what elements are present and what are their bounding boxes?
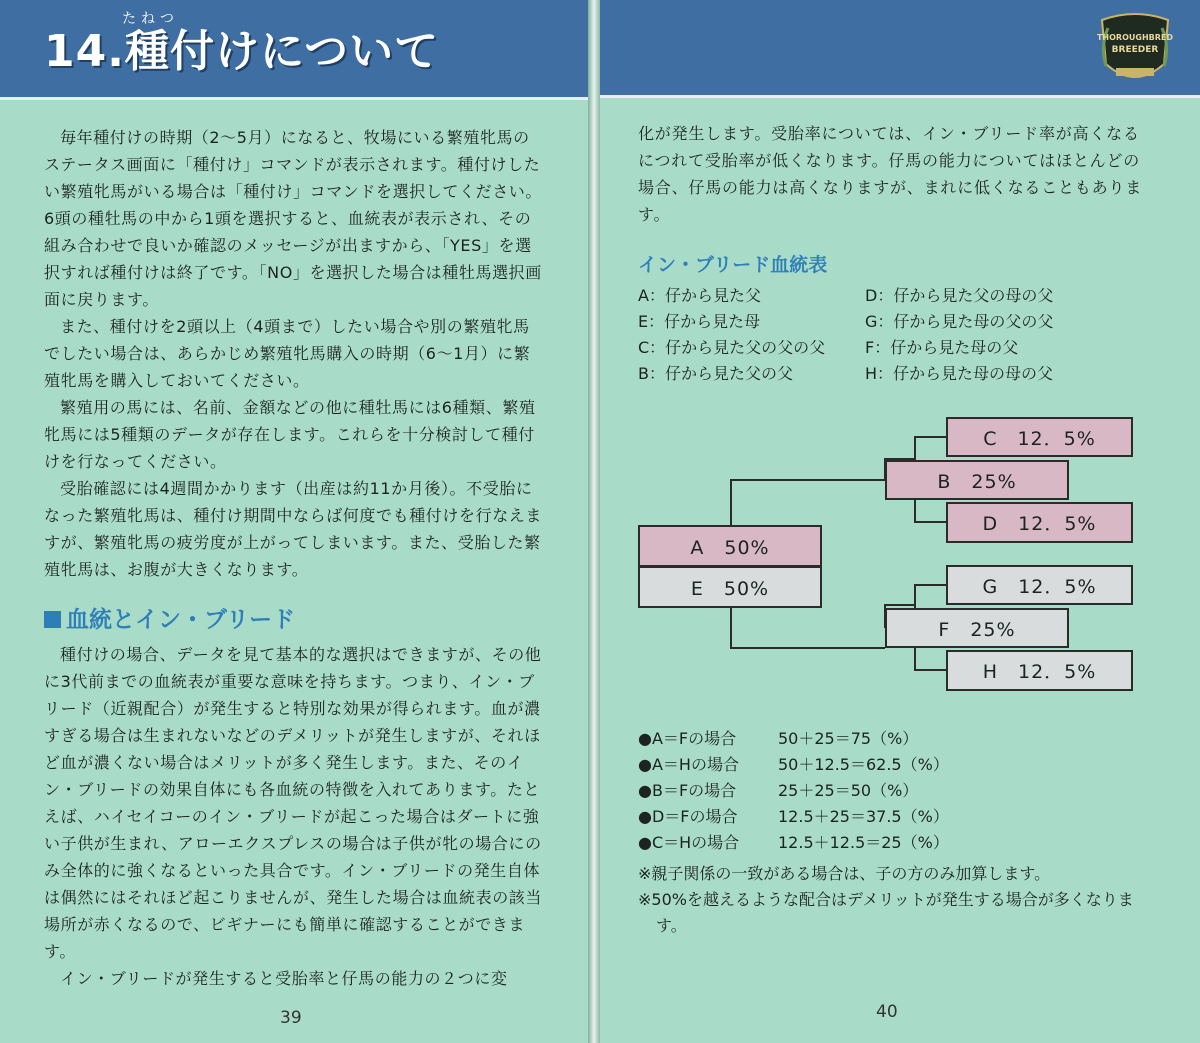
continued-body (638, 120, 1148, 228)
legend-item: D：仔から見た父の母の父 (865, 286, 1054, 305)
formula-expression: 25＋25＝50（%） (778, 781, 919, 800)
pedigree-box-f: F 25% (885, 608, 1069, 648)
paragraph: 受胎確認には4週間かかります（出産は約11か月後）。不受胎になった繁殖牝馬は、種付け期間中ならば何度でも種付けを行なえますが、繁殖牝馬の疲労度が上がってしまいます。また、受胎した繁殖牝馬は、お腹が大きくなります。 (44, 479, 543, 579)
formula-row (638, 778, 949, 804)
formula-row (638, 830, 949, 856)
right-page (600, 0, 1200, 1043)
square-bullet-icon (44, 611, 61, 628)
formula-expression: 50＋12.5＝62.5（%） (778, 755, 949, 774)
header-divider (600, 95, 1200, 98)
pedigree-table-title: イン・ブリード血統表 (638, 254, 828, 276)
pedigree-box-b: B 25% (885, 460, 1069, 500)
legend-item: F：仔から見た母の父 (865, 338, 1019, 357)
pedigree-box-a: A 50% (638, 525, 822, 567)
paragraph: 化が発生します。受胎率については、イン・ブリード率が高くなるにつれて受胎率が低くなります。仔馬の能力についてはほとんどの場合、仔馬の能力は高くなりますが、まれに低くなることもあります。 (638, 124, 1143, 224)
legend-item: E：仔から見た母 (638, 312, 761, 331)
title-ruby: たねつ (122, 11, 179, 27)
formula-label: ●D＝Fの場合 (638, 807, 738, 826)
paragraph: 繁殖用の馬には、名前、金額などの他に種牡馬には6種類、繁殖牝馬には5種類のデータが存在します。これらを十分検討して種付けを行なってください。 (44, 398, 536, 471)
page-number: 40 (876, 1002, 898, 1022)
legend-item: B：仔から見た父の父 (638, 364, 793, 383)
pedigree-box-c: C 12．5% (946, 417, 1133, 457)
pedigree-box-e: E 50% (638, 566, 822, 608)
legend-item: C：仔から見た父の父の父 (638, 338, 826, 357)
formula-label: ●A＝Fの場合 (638, 729, 737, 748)
page-number: 39 (280, 1008, 302, 1028)
formula-label: ●C＝Hの場合 (638, 833, 740, 852)
header-divider (0, 97, 588, 100)
section-heading-text: 血統とイン・ブリード (66, 607, 296, 633)
legend-right (865, 283, 1053, 387)
formula-label: ●B＝Fの場合 (638, 781, 737, 800)
formula-expression: 12.5＋25＝37.5（%） (778, 807, 949, 826)
legend-item: A：仔から見た父 (638, 286, 761, 305)
pedigree-box-h: H 12．5% (946, 650, 1133, 691)
note: ※親子関係の一致がある場合は、子の方のみ加算します。 (638, 864, 1051, 883)
paragraph: 毎年種付けの時期（2〜5月）になると、牧場にいる繁殖牝馬のステータス画面に「種付け」コマンドが表示されます。種付けしたい繁殖牝馬がいる場合は「種付け」コマンドを選択してください。6頭の種牡馬の中から1頭を選択すると、血統表が表示され、その組み合わせで良いか確認のメッセージが出ますから、「YES」を選択すれば種付けは終了です。「NO」を選択した場合は種牡馬選択画面に戻ります。 (44, 128, 543, 309)
logo-text-line: THOROUGHBRED (1096, 33, 1174, 42)
book-gutter (588, 0, 600, 1043)
pedigree-box-g: G 12．5% (946, 565, 1133, 605)
note: ※50%を越えるような配合はデメリットが発生する場合が多くなります。 (638, 890, 1134, 935)
formula-expression: 50＋25＝75（%） (778, 729, 919, 748)
paragraph: 種付けの場合、データを見て基本的な選択はできますが、その他に3代前までの血統表が重要な意味を持ちます。つまり、イン・ブリード（近親配合）が発生すると特別な効果が得られます。血が濃すぎる場合は生まれないなどのデメリットが発生しますが、それほど血が濃くない場合はメリットが多く発生します。また、そのイン・ブリードの効果自体にも各血統の特徴を入れてあります。たとえば、ハイセイコーのイン・ブリードが起こった場合はダートに強い子供が生まれ、アローエクスプレスの場合は子供が牝の場合にのみ全体的に強くなるといった具合です。イン・ブリードの発生自体は偶然にはそれほど起こりませんが、発生した場合は血統表の該当場所が赤くなるので、ビギナーにも簡単に確認することができます。 (44, 645, 543, 961)
notes (638, 861, 1148, 939)
formula-row (638, 726, 949, 752)
section-heading (44, 601, 295, 634)
paragraph: イン・ブリードが発生すると受胎率と仔馬の能力の２つに変 (60, 969, 508, 988)
page-title: 14.種付けについて (44, 26, 440, 77)
paragraph: また、種付けを2頭以上（4頭まで）したい場合や別の繁殖牝馬でしたい場合は、あらかじめ繁殖牝馬購入の時期（6〜1月）に繁殖牝馬を購入しておいてください。 (44, 317, 531, 390)
inbreed-formulas (638, 726, 949, 856)
legend-left (638, 283, 825, 387)
section-body (44, 641, 544, 992)
legend-item: H：仔から見た母の母の父 (865, 364, 1054, 383)
legend-item: G：仔から見た母の父の父 (865, 312, 1054, 331)
formula-row (638, 752, 949, 778)
left-page (0, 0, 588, 1043)
intro-body (44, 124, 544, 583)
formula-label: ●A＝Hの場合 (638, 755, 739, 774)
logo-text-line: BREEDER (1111, 45, 1159, 55)
formula-expression: 12.5＋12.5＝25（%） (778, 833, 949, 852)
thoroughbred-breeder-logo (1092, 6, 1178, 92)
formula-row (638, 804, 949, 830)
pedigree-box-d: D 12．5% (946, 502, 1133, 543)
